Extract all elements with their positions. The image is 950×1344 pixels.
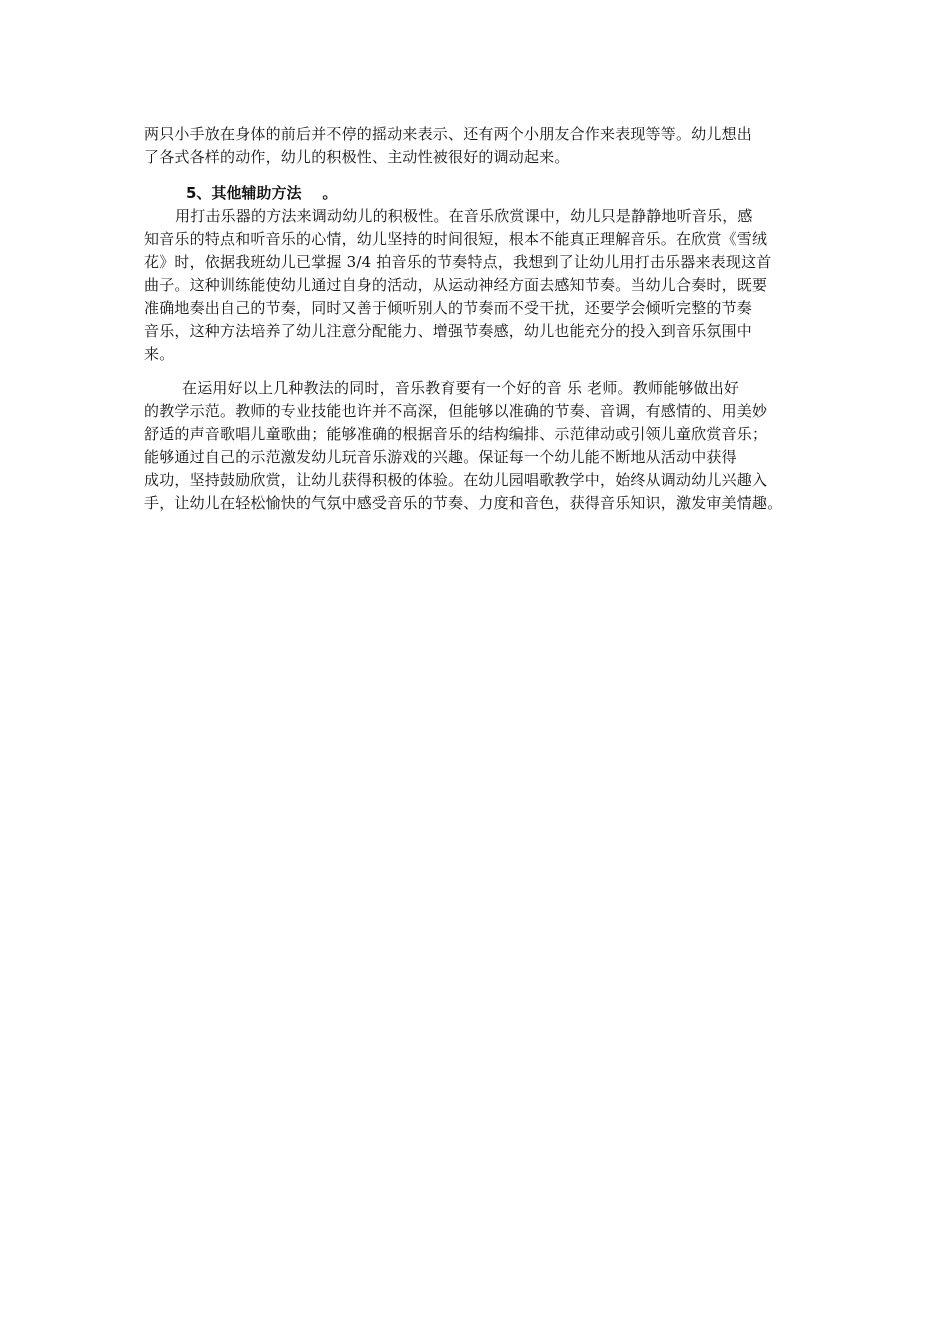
section-heading: 5、其他辅助方法 。 — [186, 184, 338, 202]
paragraph-line: 舒适的声音歌唱儿童歌曲；能够准确的根据音乐的结构编排、示范律动或引领儿童欣赏音乐； — [144, 425, 768, 443]
paragraph-line: 花》时，依据我班幼儿已掌握 3/4 拍音乐的节奏特点，我想到了让幼儿用打击乐器来表现这首 — [144, 253, 772, 271]
document-body — [144, 123, 824, 515]
paragraph-line: 用打击乐器的方法来调动幼儿的积极性。在音乐欣赏课中，幼儿只是静静地听音乐，感 — [175, 207, 753, 225]
paragraph-line: 两只小手放在身体的前后并不停的摇动来表示、还有两个小朋友合作来表现等等。幼儿想出 — [144, 125, 753, 143]
paragraph-line: 成功，坚持鼓励欣赏，让幼儿获得积极的体验。在幼儿园唱歌教学中，始终从调动幼儿兴趣入 — [144, 471, 768, 489]
paragraph-line: 在运用好以上几种教法的同时，音乐教育要有一个好的音 乐 老师。教师能够做出好 — [182, 379, 740, 397]
paragraph-line: 来。 — [144, 345, 175, 363]
paragraph-line: 手，让幼儿在轻松愉快的气氛中感受音乐的节奏、力度和音色，获得音乐知识，激发审美情趣。 — [144, 494, 783, 512]
paragraph-line: 曲子。这种训练能使幼儿通过自身的活动，从运动神经方面去感知节奏。当幼儿合奏时，既要 — [144, 276, 768, 294]
paragraph-method — [144, 205, 824, 366]
paragraph-line: 准确地奏出自己的节奏，同时又善于倾听别人的节奏而不受干扰，还要学会倾听完整的节奏 — [144, 299, 753, 317]
paragraph-line: 知音乐的特点和听音乐的心情，幼儿坚持的时间很短，根本不能真正理解音乐。在欣赏《雪绒 — [144, 230, 768, 248]
paragraph-line: 了各式各样的动作，幼儿的积极性、主动性被很好的调动起来。 — [144, 148, 570, 166]
paragraph-line: 能够通过自己的示范激发幼儿玩音乐游戏的兴趣。保证每一个幼儿能不断地从活动中获得 — [144, 448, 737, 466]
paragraph-line: 的教学示范。教师的专业技能也许并不高深，但能够以准确的节奏、音调，有感情的、用美妙 — [144, 402, 768, 420]
paragraph-line: 音乐，这种方法培养了幼儿注意分配能力、增强节奏感，幼儿也能充分的投入到音乐氛围中 — [144, 322, 753, 340]
paragraph-continued — [144, 123, 824, 169]
paragraph-conclusion — [144, 377, 824, 515]
